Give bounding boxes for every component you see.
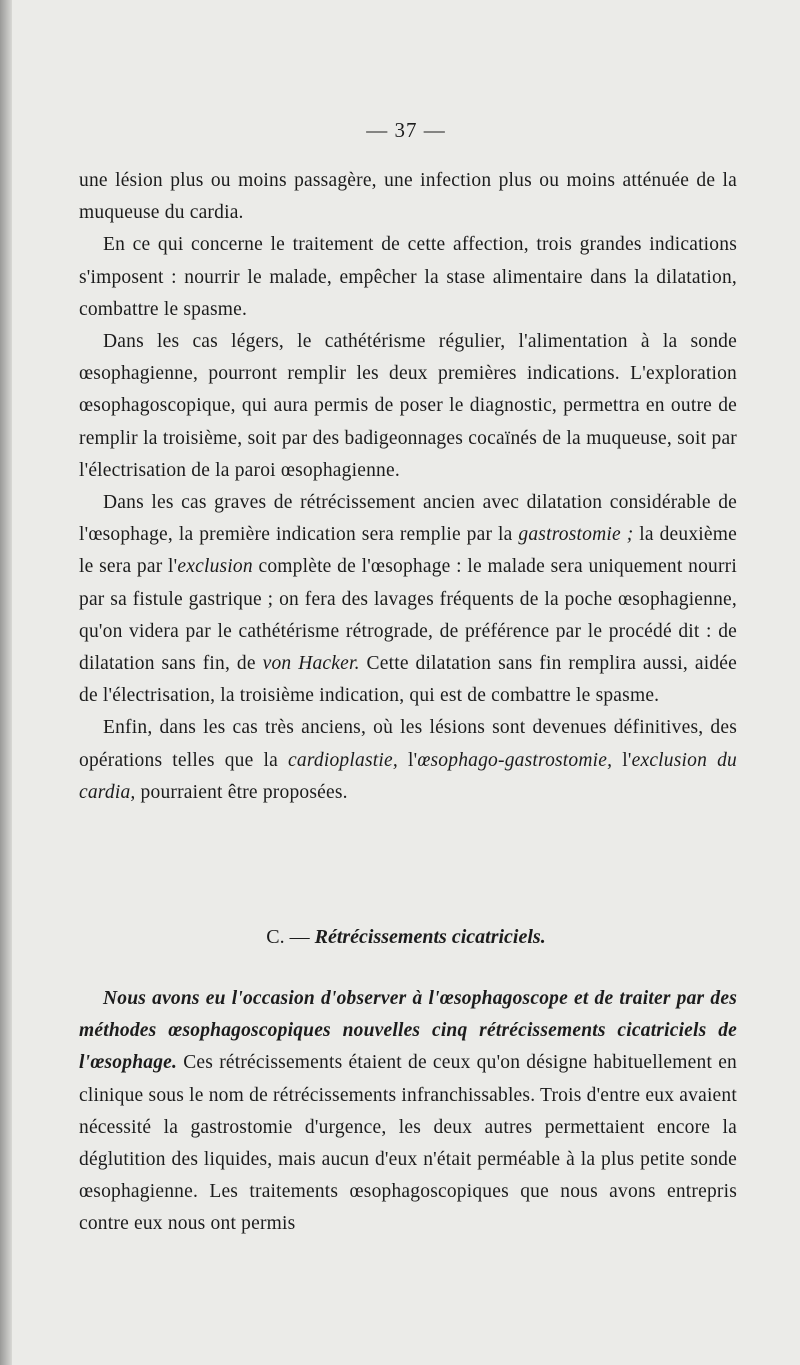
text-run: Dans les cas légers, le cathétérisme régulier, l'alimentation à la sonde œsophagienne, pourront remplir les deux premières indications. L'exploration œsophagoscopique, qui aura permis de poser le diagnostic, permettra en outre de remplir la troisième, soit par des badigeonnages cocaïnés de la muqueuse, soit par l'électrisation de la paroi œsophagienne. — [79, 331, 737, 481]
paragraph — [79, 165, 737, 229]
text-run: Enfin, dans les cas très anciens, où les lésions sont devenues définitives, des opérations telles que la — [79, 717, 737, 771]
text-run: l' — [397, 749, 418, 771]
book-page — [12, 0, 800, 1365]
paragraph — [79, 229, 737, 326]
text-run: En ce qui concerne le traitement de cette affection, trois grandes indications s'imposent : nourrir le malade, empêcher la stase alimentaire dans la dilatation, combattre le spasme. — [79, 234, 737, 320]
italic-text: gastrostomie ; — [518, 524, 634, 546]
paragraph — [79, 983, 737, 1241]
paragraph — [79, 487, 737, 712]
section-heading — [12, 926, 800, 949]
body-text-top — [79, 165, 737, 809]
italic-text: von Hacker. — [262, 653, 360, 675]
italic-text: exclusion — [177, 556, 253, 578]
text-run: complète de l'œsophage : le malade sera uniquement nourri par sa fistule gastrique ; on fera des lavages fréquents de la poche œsophagienne, qu'on videra par le cathétérisme rétrograde, de préférence par le procédé dit : de dilatation sans fin, de — [79, 556, 737, 675]
text-run: Cette dilatation sans fin remplira aussi, aidée de l'électrisation, la troisième indication, qui est de combattre le spasme. — [79, 653, 737, 707]
body-text-bottom — [79, 983, 737, 1241]
italic-text: cardioplastie, — [288, 749, 398, 771]
italic-text: œsophago-gastrostomie, — [417, 749, 613, 771]
text-run: une lésion plus ou moins passagère, une infection plus ou moins atténuée de la muqueuse du cardia. — [79, 170, 737, 224]
paragraph — [79, 326, 737, 487]
text-run: Dans les cas graves de rétrécissement ancien avec dilatation considérable de l'œsophage, la première indication sera remplie par la — [79, 492, 737, 546]
text-run: la deuxième le sera par l' — [79, 524, 737, 578]
italic-text: Nous avons eu l'occasion d'observer à l'œsophagoscope et de traiter par des méthodes œsophagoscopiques nouvelles cinq rétrécissements cicatriciels de l'œsophage. — [79, 988, 737, 1074]
section-label: C. — — [266, 926, 310, 948]
section-title: Rétrécissements cicatriciels. — [314, 926, 546, 948]
text-run: pourraient être proposées. — [135, 781, 348, 803]
paragraph — [79, 712, 737, 809]
page-binding-edge — [0, 0, 12, 1365]
italic-text: exclusion du cardia, — [79, 749, 738, 803]
page-number: — 37 — — [366, 118, 446, 142]
text-run: Ces rétrécissements étaient de ceux qu'on désigne habituellement en clinique sous le nom de rétrécissements infranchissables. Trois d'entre eux avaient nécessité la gastrostomie d'urgence, les deux autres permettaient encore la déglutition des liquides, mais aucun d'eux n'était perméable à la plus petite sonde œsophagienne. Les traitements œsophagoscopiques que nous avons entrepris contre eux nous ont permis — [79, 1052, 737, 1235]
text-run: l' — [612, 749, 632, 771]
